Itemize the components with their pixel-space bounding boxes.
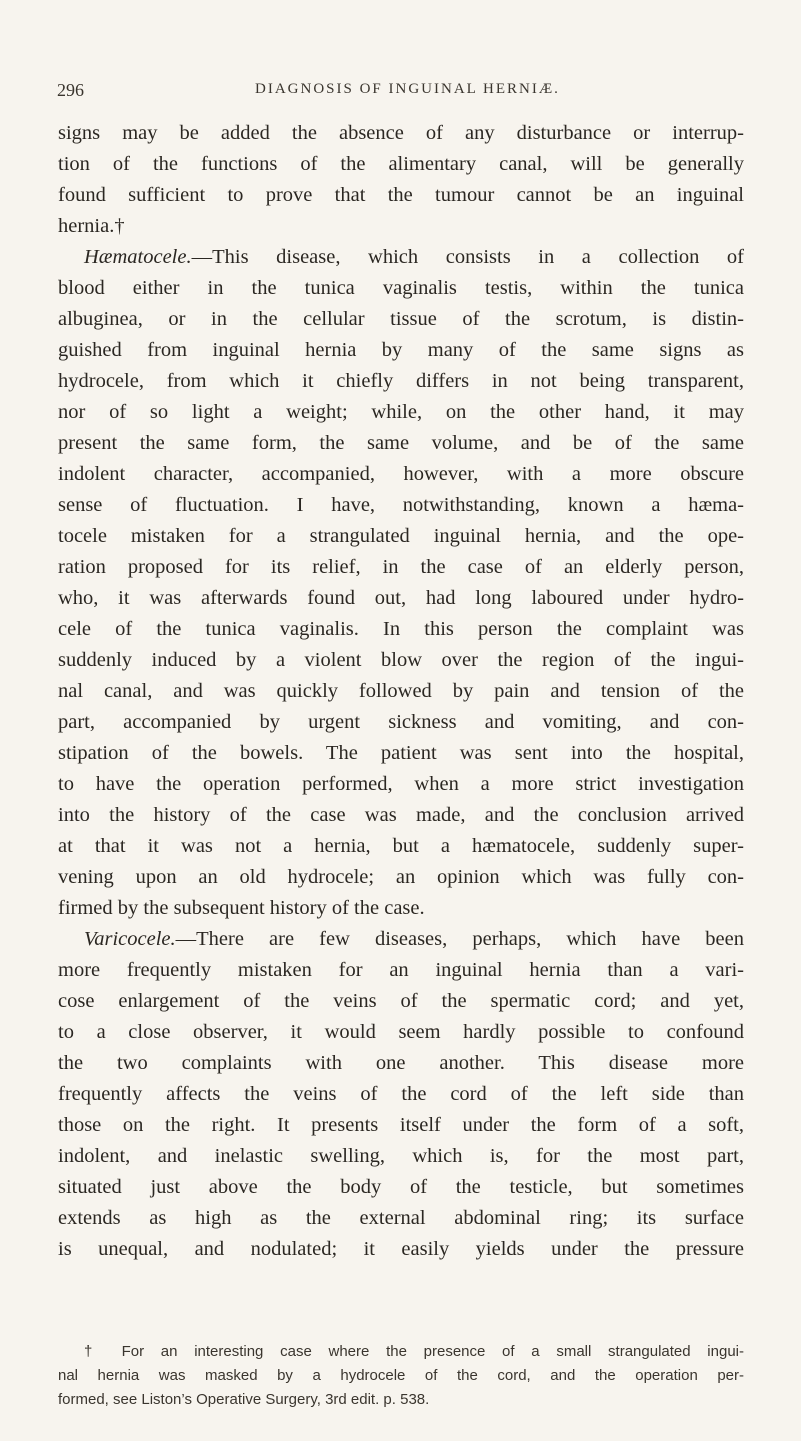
text-line: signs may be added the absence of any disturbance or interrup-: [58, 122, 744, 144]
section-heading-varicocele: Varicocele.: [84, 928, 176, 950]
footnote: [58, 1340, 744, 1412]
text-line: albuginea, or in the cellular tissue of the scrotum, is distin-: [58, 308, 744, 330]
footnote-line: † For an interesting case where the presence of a small strangulated ingui-: [84, 1343, 744, 1360]
text-line: is unequal, and nodulated; it easily yields under the pressure: [58, 1238, 744, 1260]
text-line: nal canal, and was quickly followed by pain and tension of the: [58, 680, 744, 702]
text-line: ration proposed for its relief, in the case of an elderly person,: [58, 556, 744, 578]
text-run: —There are few diseases, perhaps, which have been: [175, 928, 744, 950]
text-line: vening upon an old hydrocele; an opinion which was fully con-: [58, 866, 744, 888]
body-text: [58, 118, 744, 1265]
text-line: sense of fluctuation. I have, notwithstanding, known a hæma-: [58, 494, 744, 516]
text-line: hydrocele, from which it chiefly differs in not being transparent,: [58, 370, 744, 392]
text-line: found sufficient to prove that the tumour cannot be an inguinal: [58, 184, 744, 206]
footnote-line: nal hernia was masked by a hydrocele of the cord, and the operation per-: [58, 1367, 744, 1384]
text-line: nor of so light a weight; while, on the other hand, it may: [58, 401, 744, 423]
text-line: firmed by the subsequent history of the case.: [58, 897, 425, 919]
text-line: to have the operation performed, when a more strict investigation: [58, 773, 744, 795]
section-heading-haematocele: Hæmatocele.: [84, 246, 192, 268]
text-line: [58, 924, 744, 955]
text-line: more frequently mistaken for an inguinal hernia than a vari-: [58, 959, 744, 981]
text-line: who, it was afterwards found out, had long laboured under hydro-: [58, 587, 744, 609]
text-line: at that it was not a hernia, but a hæmatocele, suddenly super-: [58, 835, 744, 857]
text-line: indolent character, accompanied, however, with a more obscure: [58, 463, 744, 485]
text-line: frequently affects the veins of the cord of the left side than: [58, 1083, 744, 1105]
text-line: present the same form, the same volume, and be of the same: [58, 432, 744, 454]
text-line: cose enlargement of the veins of the spermatic cord; and yet,: [58, 990, 744, 1012]
text-line: to a close observer, it would seem hardly possible to confound: [58, 1021, 744, 1043]
text-line: part, accompanied by urgent sickness and vomiting, and con-: [58, 711, 744, 733]
text-line: guished from inguinal hernia by many of the same signs as: [58, 339, 744, 361]
text-line: indolent, and inelastic swelling, which is, for the most part,: [58, 1145, 744, 1167]
text-line: suddenly induced by a violent blow over the region of the ingui-: [58, 649, 744, 671]
text-line: hernia.†: [58, 215, 125, 237]
text-line: tion of the functions of the alimentary canal, will be generally: [58, 153, 744, 175]
running-title: DIAGNOSIS OF INGUINAL HERNIÆ.: [255, 81, 560, 97]
text-line: blood either in the tunica vaginalis testis, within the tunica: [58, 277, 744, 299]
footnote-line: formed, see Liston’s Operative Surgery, 3rd edit. p. 538.: [58, 1391, 430, 1408]
text-line: situated just above the body of the testicle, but sometimes: [58, 1176, 744, 1198]
text-line: those on the right. It presents itself under the form of a soft,: [58, 1114, 744, 1136]
text-line: cele of the tunica vaginalis. In this person the complaint was: [58, 618, 744, 640]
text-line: stipation of the bowels. The patient was sent into the hospital,: [58, 742, 744, 764]
text-line: into the history of the case was made, and the conclusion arrived: [58, 804, 744, 826]
page-number: 296: [57, 80, 84, 100]
text-line: extends as high as the external abdominal ring; its surface: [58, 1207, 744, 1229]
text-run: —This disease, which consists in a collection of: [191, 246, 744, 268]
text-line: [58, 242, 744, 273]
text-line: the two complaints with one another. This disease more: [58, 1052, 744, 1074]
text-line: tocele mistaken for a strangulated inguinal hernia, and the ope-: [58, 525, 744, 547]
